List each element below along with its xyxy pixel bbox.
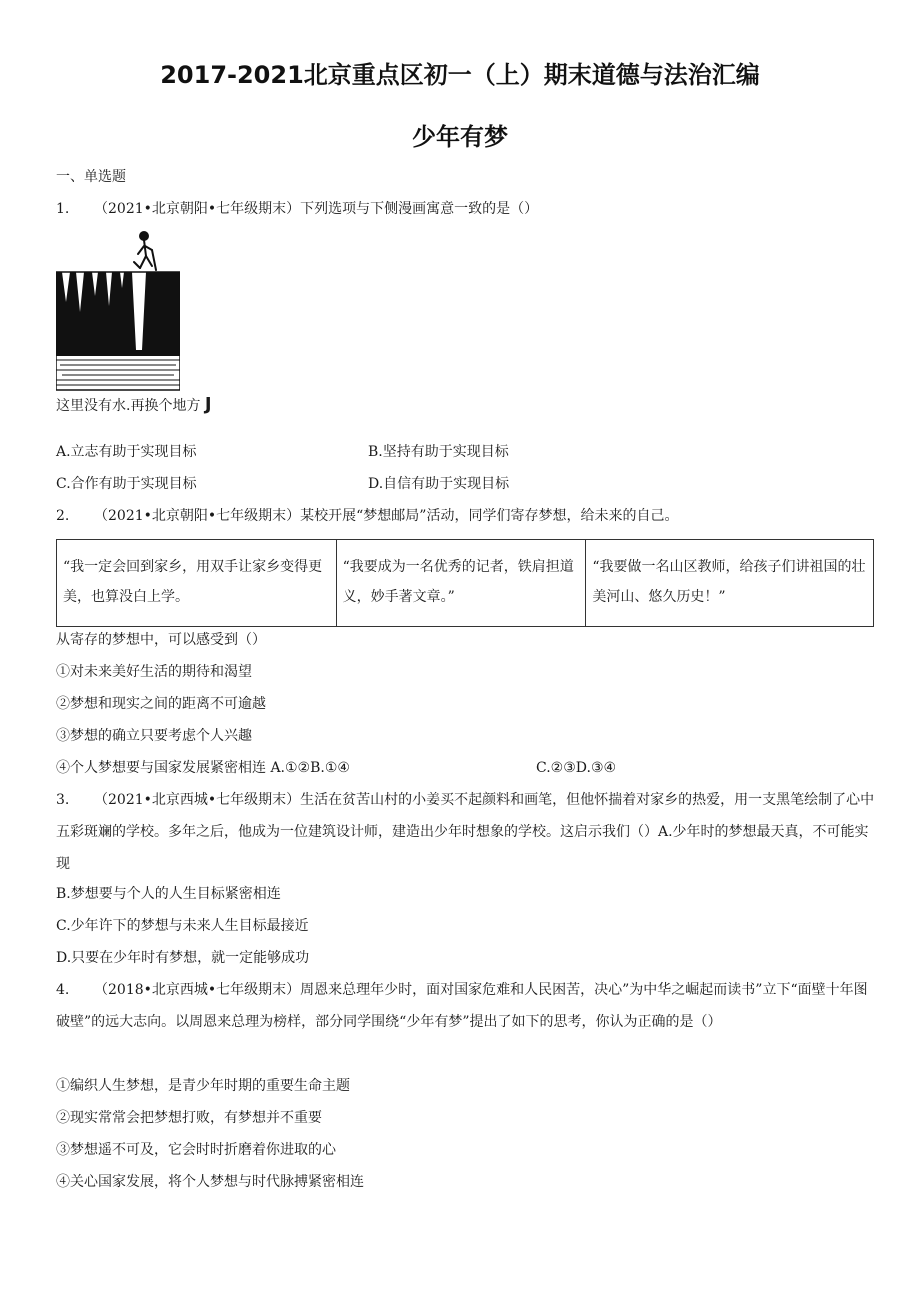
water-layer <box>56 360 180 385</box>
question-text: （2018•北京西城•七年级期末）周恩来总理年少时，面对国家危难和人民困苦，决心”为中华之崛起而读书”立下“面壁十年图破壁”的远大志向。以周恩来总理为榜样，部分同学围绕“少年有梦”提出了如下的思考，你认为正确的是（） <box>56 982 868 1030</box>
cartoon-caption: 这里没有水.再换个地方 J <box>56 394 212 415</box>
table-cell: “我一定会回到家乡，用双手让家乡变得更美，也算没白上学。 <box>57 540 337 627</box>
section-heading: 一、单选题 <box>56 169 126 185</box>
cartoon-image <box>56 228 180 392</box>
option-c: C.合作有助于实现目标 <box>56 476 197 492</box>
options-cd: C.②③D.③④ <box>536 760 617 776</box>
table-row <box>57 540 874 627</box>
walking-figure-icon <box>134 232 156 270</box>
option-a: A.立志有助于实现目标 <box>56 444 197 460</box>
document-subtitle: 少年有梦 <box>412 123 508 151</box>
question-text: （2021•北京朝阳•七年级期末）某校开展“梦想邮局”活动，同学们寄存梦想，给未来的自己。 <box>94 508 679 524</box>
table-cell: “我要成为一名优秀的记者，铁肩担道义，妙手著文章。” <box>336 540 586 627</box>
list-item: ②现实常常会把梦想打败，有梦想并不重要 <box>56 1110 322 1126</box>
option-b: B.梦想要与个人的人生目标紧密相连 <box>56 886 281 902</box>
question-number: 3. <box>56 792 70 808</box>
question-number: 2. <box>56 508 70 524</box>
option-d: D.只要在少年时有梦想，就一定能够成功 <box>56 950 310 966</box>
list-item: ①对未来美好生活的期待和渴望 <box>56 664 252 680</box>
question-2 <box>56 506 678 526</box>
list-item: ①编织人生梦想，是青少年时期的重要生命主题 <box>56 1078 350 1094</box>
option-c: C.少年许下的梦想与未来人生目标最接近 <box>56 918 309 934</box>
dreams-table <box>56 539 874 627</box>
question-text: （2021•北京西城•七年级期末）生活在贫苦山村的小姜买不起颜料和画笔，但他怀揣着对家乡的热爱，用一支黑笔绘制了心中五彩斑斓的学校。多年之后，他成为一位建筑设计师，建造出少年时想象的学校。这启示我们（）A.少年时的梦想最天真，不可能实现 <box>56 792 875 872</box>
question-text: （2021•北京朝阳•七年级期末）下列选项与下侧漫画寓意一致的是（） <box>94 201 539 217</box>
list-item: ④个人梦想要与国家发展紧密相连 A.①②B.①④ <box>56 760 350 776</box>
table-cell: “我要做一名山区教师，给孩子们讲祖国的壮美河山、悠久历史！” <box>586 540 874 627</box>
list-item: ③梦想遥不可及，它会时时折磨着你进取的心 <box>56 1142 336 1158</box>
question-prompt: 从寄存的梦想中，可以感受到（） <box>56 632 266 648</box>
dug-wells-shape <box>56 272 180 356</box>
option-d: D.自信有助于实现目标 <box>368 476 510 492</box>
list-item: ②梦想和现实之间的距离不可逾越 <box>56 696 266 712</box>
question-1 <box>56 199 538 219</box>
list-item: ③梦想的确立只要考虑个人兴趣 <box>56 728 252 744</box>
list-item: ④关心国家发展，将个人梦想与时代脉搏紧密相连 <box>56 1174 364 1190</box>
question-number: 1. <box>56 201 70 217</box>
caption-mark: J <box>204 394 212 415</box>
question-3 <box>56 784 876 880</box>
question-4 <box>56 974 876 1038</box>
document-title: 2017-2021北京重点区初一（上）期末道德与法治汇编 <box>160 61 760 89</box>
option-b: B.坚持有助于实现目标 <box>368 444 509 460</box>
question-number: 4. <box>56 982 70 998</box>
